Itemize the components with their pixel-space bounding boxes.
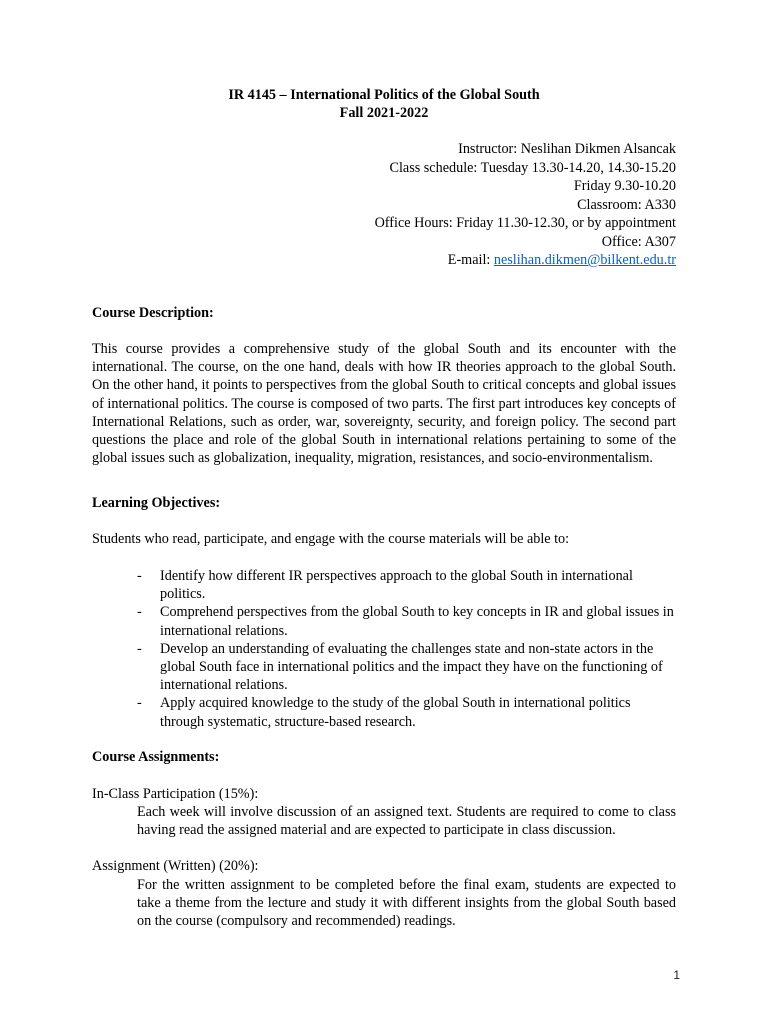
objective-text: Identify how different IR perspectives approach to the global South in international politics. [160,568,633,603]
page-number: 1 [673,968,680,982]
participation-label: In-Class Participation (15%): [92,786,259,802]
class-schedule: Class schedule: Tuesday 13.30-14.20, 14.30-15.20 [389,159,676,176]
instructor-info-block [92,140,676,270]
office-hours: Office Hours: Friday 11.30-12.30, or by appointment [374,215,676,231]
list-bullet: - [137,695,142,712]
objective-text: Develop an understanding of evaluating the challenges state and non-state actors in the global South face in international politics and the impact they have on the functioning of international relations. [160,640,663,694]
learning-objectives-heading: Learning Objectives: [92,495,221,511]
course-description-heading: Course Description: [92,305,214,321]
objectives-list [0,567,676,731]
list-bullet: - [137,604,142,621]
list-item [0,603,676,639]
list-bullet: - [137,640,142,657]
email-label: E-mail: [447,252,494,268]
objective-text: Apply acquired knowledge to the study of the global South in international politics through systematic, structure-based research. [160,695,631,730]
list-item [0,640,676,695]
classroom: Classroom: A330 [577,196,676,213]
participation-text: Each week will involve discussion of an assigned text. Students are required to come to class having read the assigned material and are expected to participate in class discussion. [137,804,676,839]
office: Office: A307 [601,233,676,250]
written-assignment-text: For the written assignment to be completed before the final exam, students are expected to take a theme from the lecture and study it with different insights from the global South based on the course (compulsory and recommended) readings. [137,877,676,930]
list-item [0,567,676,603]
objective-text: Comprehend perspectives from the global South to key concepts in IR and global issues in international relations. [160,604,674,639]
course-title: IR 4145 – International Politics of the Global South [228,87,540,103]
course-assignments-heading: Course Assignments: [92,749,220,765]
list-bullet: - [137,568,142,584]
written-assignment-label: Assignment (Written) (20%): [92,858,259,874]
instructor-name: Instructor: Neslihan Dikmen Alsancak [458,141,676,157]
objectives-intro: Students who read, participate, and engage with the course materials will be able to: [92,531,570,547]
course-description-text: This course provides a comprehensive study of the global South and its encounter with the international. The course, on the one hand, deals with how IR theories approach to the global South. On the other hand, it points to perspectives from the global South to critical concepts and global issues of international politics. The course is composed of two parts. The first part introduces key concepts of International Relations, such as order, war, sovereignty, security, and foreign policy. The second part questions the place and role of the global South in international relations pertaining to some of the global issues such as globalization, inequality, migration, resistances, and socio-environmentalism. [92,341,676,467]
email-link[interactable]: neslihan.dikmen@bilkent.edu.tr [493,252,676,268]
semester-title: Fall 2021-2022 [339,105,429,121]
list-item [0,694,676,730]
class-schedule-continued: Friday 9.30-10.20 [573,178,676,194]
email-line [92,251,676,270]
